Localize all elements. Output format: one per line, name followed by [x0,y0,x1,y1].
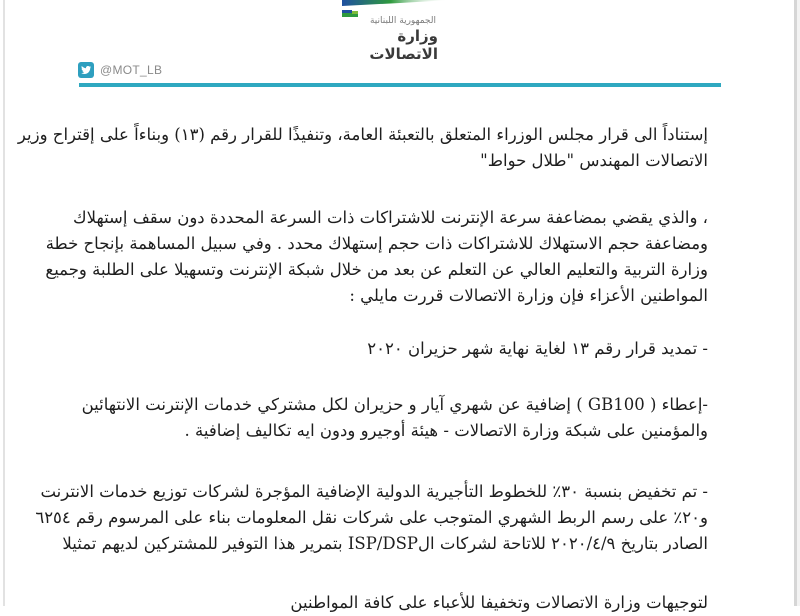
logo-title: وزارة الاتصالات [369,27,438,63]
twitter-handle-row [78,60,162,80]
decision-item-3-line-2: و٢٠٪ على رسم الربط الشهري المتوجب على شركات نقل المعلومات بناء على المرسوم رقم ٦٢٥٤ [35,508,708,527]
paragraph-2-line-2: ومضاعفة حجم الاستهلاك للاشتراكات ذات حجم إستهلاك محدد . وفي سبيل المساهمة بإنجاح خطة [45,234,708,253]
paragraph-1-line-1: إستناداً الى قرار مجلس الوزراء المتعلق بالتعبئة العامة، وتنفيذًا للقرار رقم (١٣) وبناءاً على إقتراح وزير [17,125,708,144]
header-divider [79,83,721,87]
paragraph-1-line-2: الاتصالات المهندس "طلال حواط" [480,151,708,170]
paragraph-2-line-4: المواطنين الأعزاء فإن وزارة الاتصالات قررت مايلي : [349,286,708,305]
paragraph-2-line-1: ، والذي يقضي بمضاعفة سرعة الإنترنت للاشتراكات ذات السرعة المحددة دون سقف إستهلاك [73,208,708,227]
decision-item-2-line-2: والمؤمنين على شبكة وزارة الاتصالات - هيئة أوجيرو ودون ايه تكاليف إضافية . [184,421,708,440]
page-edge-left [3,0,5,606]
ministry-logo [340,0,500,63]
paragraph-2-line-3: وزارة التربية والتعليم العالي عن التعلم عن بعد من خلال شبكة الإنترنت وتسهيلا على الطلبة وجميع [45,260,708,279]
decision-item-1: - تمديد قرار رقم ١٣ لغاية نهاية شهر حزيران ٢٠٢٠ [367,339,708,358]
decision-item-3-line-3: الصادر بتاريخ ٢٠٢٠/٤/٩ للاتاحة لشركات الISP/DSP بتمرير هذا التوفير للمشتركين لديهم تمثيلا [62,534,708,553]
twitter-icon [78,62,94,78]
decision-item-3-line-4: لتوجيهات وزارة الاتصالات وتخفيفا للأعباء على كافة المواطنين [290,593,708,612]
twitter-handle: @MOT_LB [100,63,163,77]
decision-item-3-line-1: - تم تخفيض بنسبة ٣٠٪ للخطوط التأجيرية الدولية الإضافية المؤجرة لشركات توزيع خدمات الانترنت [40,482,708,501]
decision-item-2-line-1: -إعطاء ( GB100 ) إضافية عن شهري آيار و حزيران لكل مشتركي خدمات الإنترنت الانتهائين [81,395,708,414]
logo-subtitle: الجمهورية اللبنانية [369,16,436,26]
